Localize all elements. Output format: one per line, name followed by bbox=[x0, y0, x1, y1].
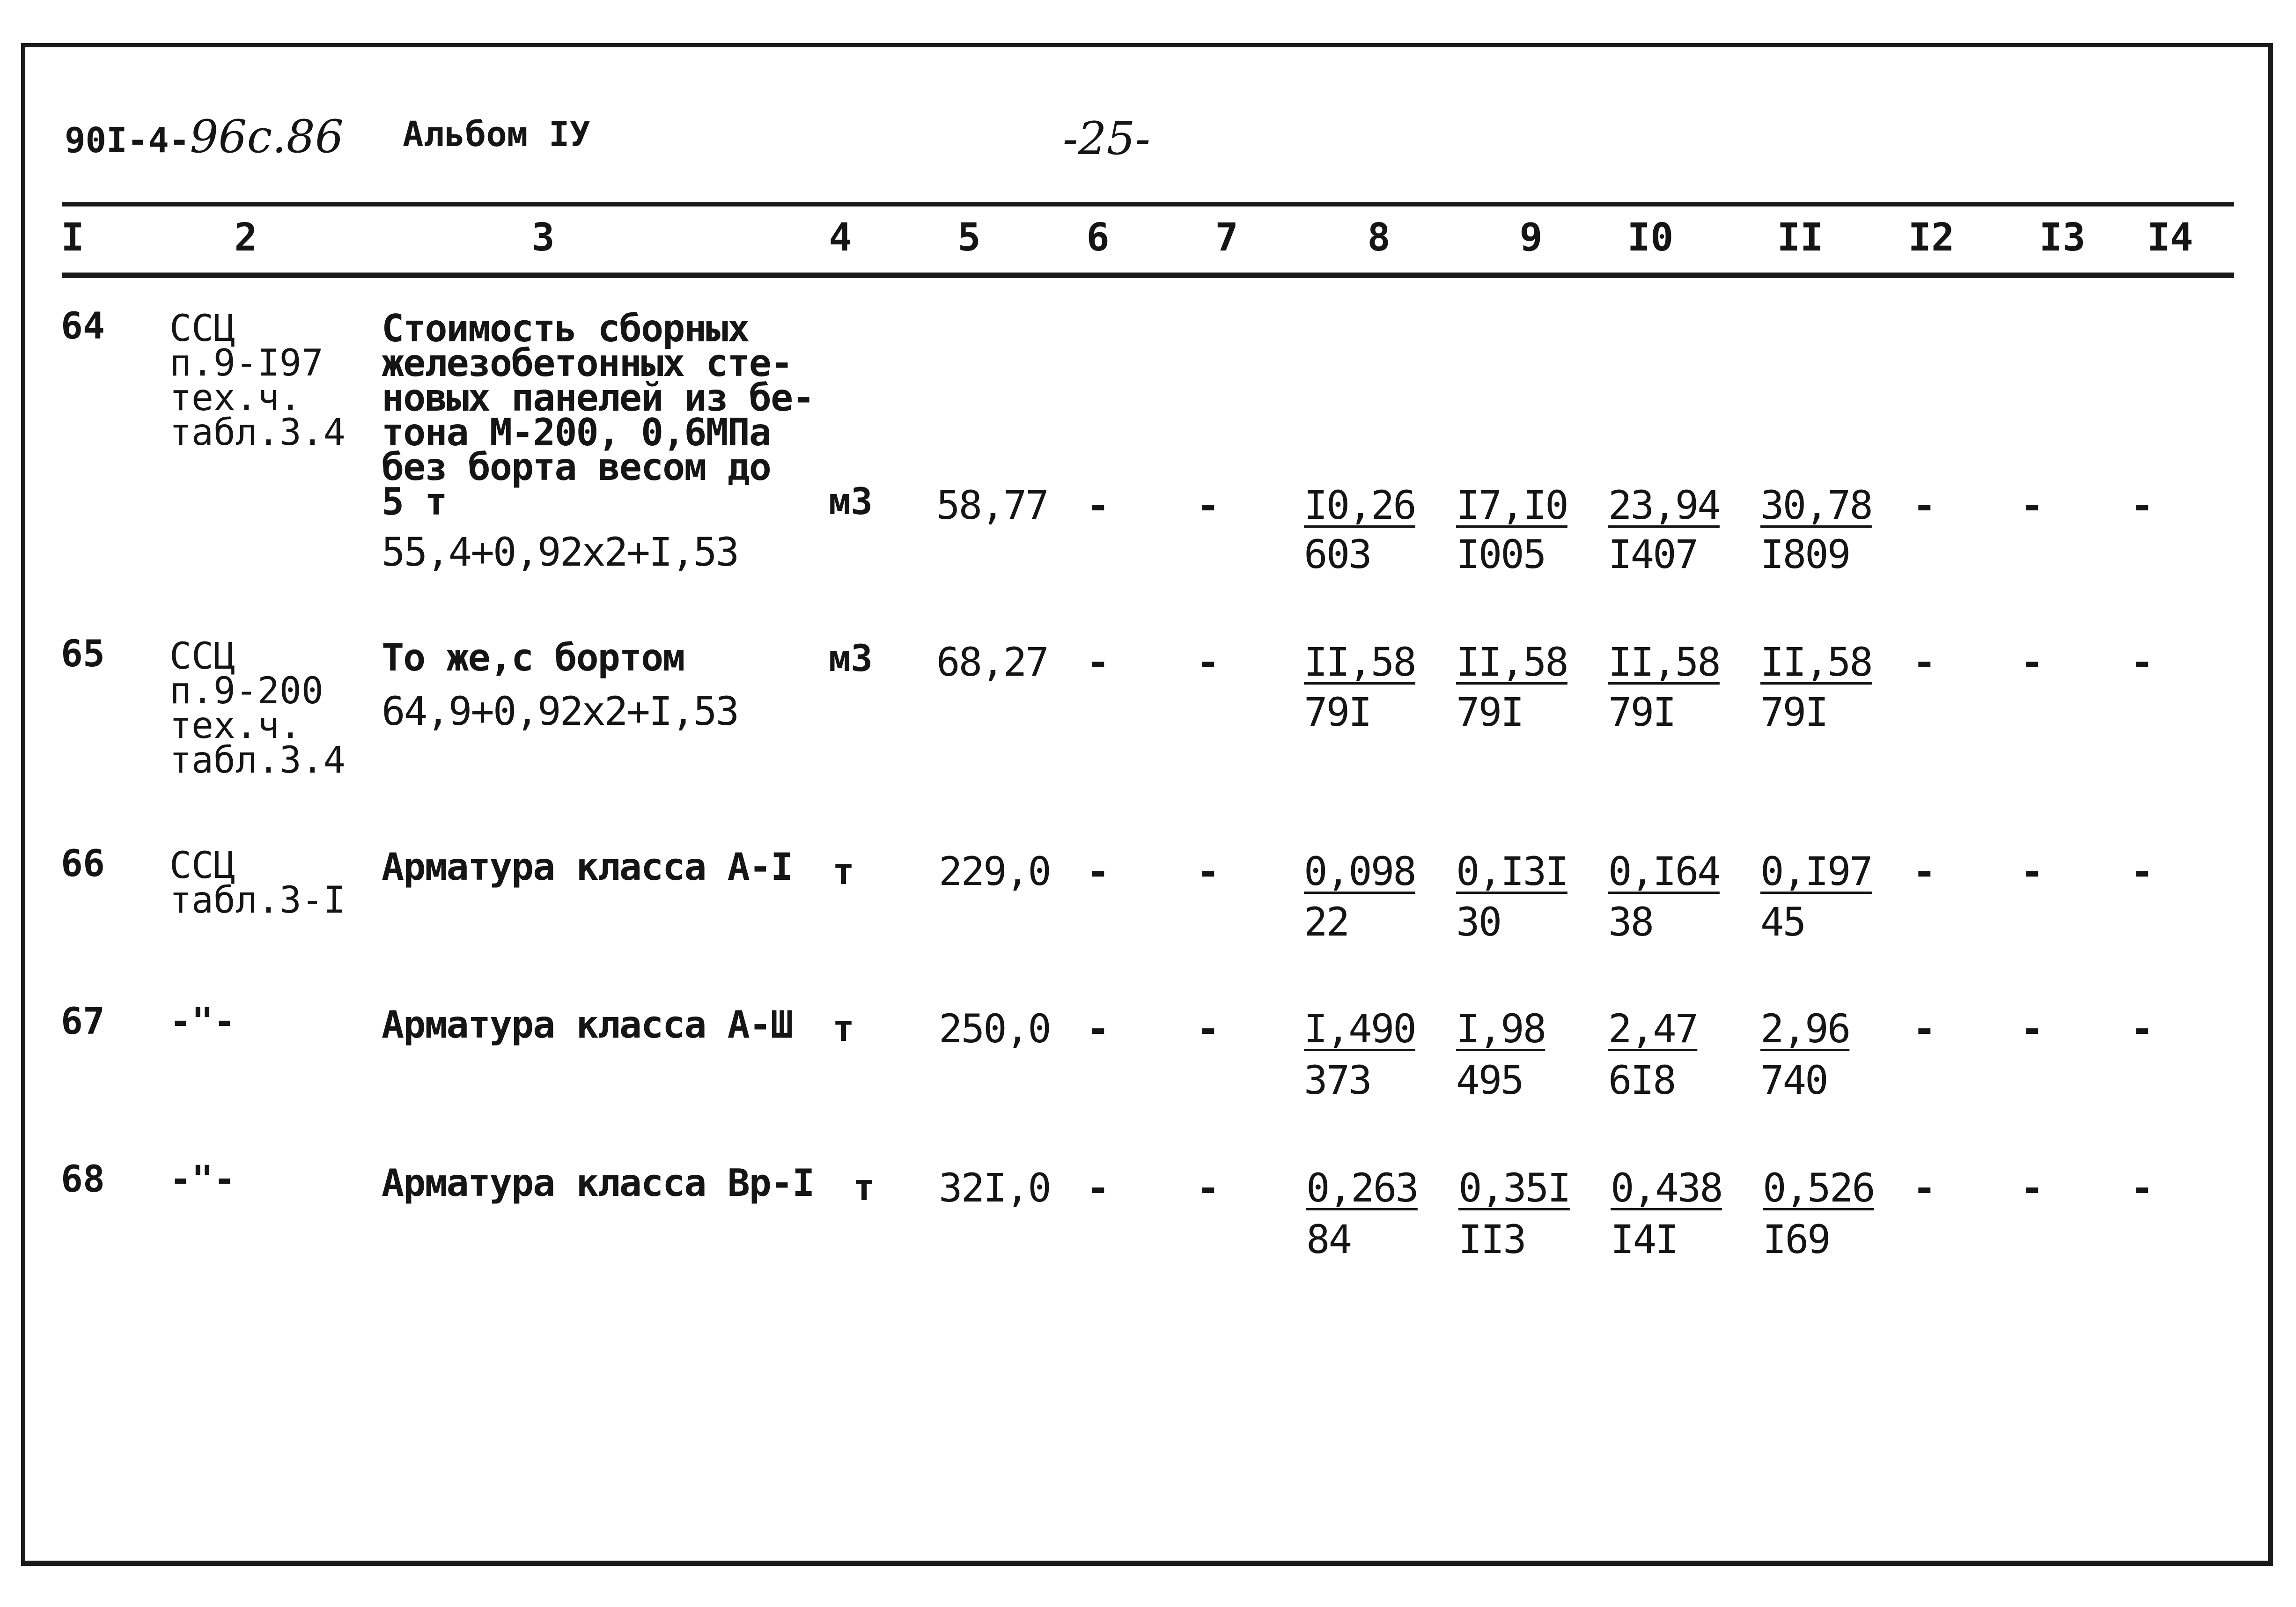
col-header-12: I2 bbox=[1908, 215, 1955, 260]
col10-value-top: 2,47 bbox=[1608, 1006, 1698, 1052]
row-source bbox=[169, 635, 346, 781]
col11-value-top: 2,96 bbox=[1760, 1006, 1850, 1052]
row-unit: т bbox=[832, 851, 854, 893]
col6-value: - bbox=[1086, 1006, 1110, 1052]
col10-value-top: 0,438 bbox=[1611, 1165, 1722, 1211]
source-line: -"- bbox=[169, 1158, 235, 1201]
source-line: ССЦ bbox=[169, 635, 235, 678]
col6-value: - bbox=[1086, 639, 1110, 685]
col9-value-top: II,58 bbox=[1456, 639, 1567, 685]
col7-value: - bbox=[1196, 1006, 1220, 1052]
description-line: Арматура класса А-Ш bbox=[382, 1003, 793, 1047]
col8-value-top: I,490 bbox=[1304, 1006, 1415, 1052]
col-header-8: 8 bbox=[1367, 215, 1391, 260]
col8-value-top: I0,26 bbox=[1304, 482, 1415, 528]
col-header-13: I3 bbox=[2039, 215, 2086, 260]
source-line: табл.3-I bbox=[169, 879, 346, 921]
row-price: 250,0 bbox=[939, 1006, 1050, 1052]
col11-value-bottom: I69 bbox=[1763, 1216, 1830, 1262]
row-description bbox=[382, 636, 684, 679]
col13-value: - bbox=[2020, 639, 2044, 685]
source-line: ССЦ bbox=[169, 845, 235, 887]
header-rule-bottom bbox=[62, 273, 2234, 278]
document-code-handwritten: 96c.86 bbox=[190, 111, 344, 163]
col-header-5: 5 bbox=[957, 215, 981, 260]
col-header-10: I0 bbox=[1627, 215, 1674, 260]
source-line: п.9-I97 bbox=[169, 342, 324, 384]
row-unit: м3 bbox=[829, 638, 873, 680]
col10-value-bottom: 38 bbox=[1608, 899, 1653, 945]
col8-value-bottom: 84 bbox=[1306, 1216, 1351, 1262]
row-source bbox=[169, 1158, 235, 1201]
row-price: 229,0 bbox=[939, 848, 1050, 894]
row-unit: м3 bbox=[829, 481, 873, 523]
description-line: новых панелей из бе- bbox=[382, 376, 814, 420]
row-description bbox=[382, 845, 793, 889]
col14-value: - bbox=[2130, 1006, 2154, 1052]
col-header-4: 4 bbox=[829, 215, 852, 260]
row-number: 64 bbox=[61, 305, 105, 347]
col12-value: - bbox=[1913, 482, 1936, 528]
col8-value-bottom: 373 bbox=[1304, 1057, 1371, 1103]
col9-value-bottom: II3 bbox=[1458, 1216, 1525, 1262]
row-number: 65 bbox=[61, 633, 105, 675]
col11-value-top: 30,78 bbox=[1760, 482, 1872, 528]
description-line: железобетонных сте- bbox=[382, 341, 793, 385]
col12-value: - bbox=[1913, 1006, 1936, 1052]
header-rule-top bbox=[62, 202, 2234, 206]
col9-value-top: I,98 bbox=[1456, 1006, 1545, 1052]
col7-value: - bbox=[1196, 639, 1220, 685]
col-header-14: I4 bbox=[2147, 215, 2193, 260]
row-description bbox=[382, 1003, 793, 1047]
col-header-2: 2 bbox=[234, 215, 258, 260]
row-description bbox=[382, 307, 814, 523]
description-line: тона М-200, 0,6МПа bbox=[382, 411, 771, 454]
col9-value-top: 0,I3I bbox=[1456, 848, 1567, 894]
source-line: тех.ч. bbox=[169, 705, 302, 747]
album-label: Альбом IУ bbox=[403, 114, 590, 155]
col13-value: - bbox=[2020, 482, 2044, 528]
col11-value-bottom: 79I bbox=[1760, 689, 1827, 735]
col6-value: - bbox=[1086, 848, 1110, 894]
description-line: То же,с бортом bbox=[382, 636, 684, 679]
row-price: 68,27 bbox=[936, 639, 1048, 685]
description-line: без борта весом до bbox=[382, 445, 771, 489]
col10-value-top: 23,94 bbox=[1608, 482, 1720, 528]
col10-value-top: 0,I64 bbox=[1608, 848, 1720, 894]
col7-value: - bbox=[1196, 482, 1220, 528]
description-line: 5 т bbox=[382, 480, 447, 523]
col-header-6: 6 bbox=[1086, 215, 1110, 260]
source-line: табл.3.4 bbox=[169, 412, 346, 454]
document-code bbox=[65, 111, 344, 163]
col9-value-bottom: I005 bbox=[1456, 531, 1545, 577]
source-line: ССЦ bbox=[169, 308, 235, 350]
source-line: тех.ч. bbox=[169, 377, 302, 419]
source-line: -"- bbox=[169, 1001, 235, 1043]
col12-value: - bbox=[1913, 1165, 1936, 1211]
col6-value: - bbox=[1086, 1165, 1110, 1211]
row-source bbox=[169, 1001, 235, 1043]
document-code-printed: 90I-4- bbox=[65, 120, 190, 161]
col11-value-bottom: 740 bbox=[1760, 1057, 1827, 1103]
source-line: п.9-200 bbox=[169, 670, 324, 712]
col8-value-top: 0,098 bbox=[1304, 848, 1415, 894]
page-frame bbox=[21, 43, 2273, 1566]
col-header-11: II bbox=[1777, 215, 1824, 260]
col8-value-top: II,58 bbox=[1304, 639, 1415, 685]
row-number: 68 bbox=[61, 1158, 105, 1201]
row-price: 58,77 bbox=[936, 482, 1048, 528]
col9-value-bottom: 30 bbox=[1456, 899, 1501, 945]
row-source bbox=[169, 308, 346, 454]
col6-value: - bbox=[1086, 482, 1110, 528]
col9-value-top: 0,35I bbox=[1458, 1165, 1570, 1211]
col9-value-top: I7,I0 bbox=[1456, 482, 1567, 528]
col7-value: - bbox=[1196, 848, 1220, 894]
col10-value-top: II,58 bbox=[1608, 639, 1720, 685]
col7-value: - bbox=[1196, 1165, 1220, 1211]
col11-value-bottom: 45 bbox=[1760, 899, 1805, 945]
description-line: Стоимость сборных bbox=[382, 307, 749, 350]
col13-value: - bbox=[2020, 848, 2044, 894]
row-number: 67 bbox=[61, 1001, 105, 1043]
col10-value-bottom: 6I8 bbox=[1608, 1057, 1675, 1103]
col9-value-bottom: 79I bbox=[1456, 689, 1523, 735]
col10-value-bottom: I407 bbox=[1608, 531, 1698, 577]
col14-value: - bbox=[2130, 482, 2154, 528]
col10-value-bottom: 79I bbox=[1608, 689, 1675, 735]
row-unit: т bbox=[832, 1008, 854, 1050]
page-number: -25- bbox=[1063, 112, 1151, 165]
col14-value: - bbox=[2130, 848, 2154, 894]
col-header-3: 3 bbox=[531, 215, 555, 260]
source-line: табл.3.4 bbox=[169, 739, 346, 781]
col9-value-bottom: 495 bbox=[1456, 1057, 1523, 1103]
col11-value-bottom: I809 bbox=[1760, 531, 1850, 577]
col-header-9: 9 bbox=[1519, 215, 1543, 260]
col12-value: - bbox=[1913, 639, 1936, 685]
col14-value: - bbox=[2130, 1165, 2154, 1211]
col13-value: - bbox=[2020, 1165, 2044, 1211]
row-number: 66 bbox=[61, 843, 105, 885]
col13-value: - bbox=[2020, 1006, 2044, 1052]
col-header-1: I bbox=[61, 215, 84, 260]
col11-value-top: 0,I97 bbox=[1760, 848, 1872, 894]
col14-value: - bbox=[2130, 639, 2154, 685]
col8-value-bottom: 79I bbox=[1304, 689, 1371, 735]
col8-value-bottom: 603 bbox=[1304, 531, 1371, 577]
row-price: 32I,0 bbox=[939, 1165, 1050, 1211]
col8-value-bottom: 22 bbox=[1304, 899, 1349, 945]
col-header-7: 7 bbox=[1215, 215, 1238, 260]
description-line: Арматура класса А-I bbox=[382, 845, 793, 889]
row-description bbox=[382, 1161, 814, 1205]
col11-value-top: II,58 bbox=[1760, 639, 1872, 685]
col10-value-bottom: I4I bbox=[1611, 1216, 1678, 1262]
row-formula: 55,4+0,92x2+I,53 bbox=[382, 529, 738, 575]
row-formula: 64,9+0,92x2+I,53 bbox=[382, 688, 738, 734]
col8-value-top: 0,263 bbox=[1306, 1165, 1418, 1211]
col11-value-top: 0,526 bbox=[1763, 1165, 1874, 1211]
description-line: Арматура класса Вр-I bbox=[382, 1161, 814, 1205]
col12-value: - bbox=[1913, 848, 1936, 894]
row-source bbox=[169, 845, 346, 921]
row-unit: т bbox=[853, 1167, 875, 1209]
